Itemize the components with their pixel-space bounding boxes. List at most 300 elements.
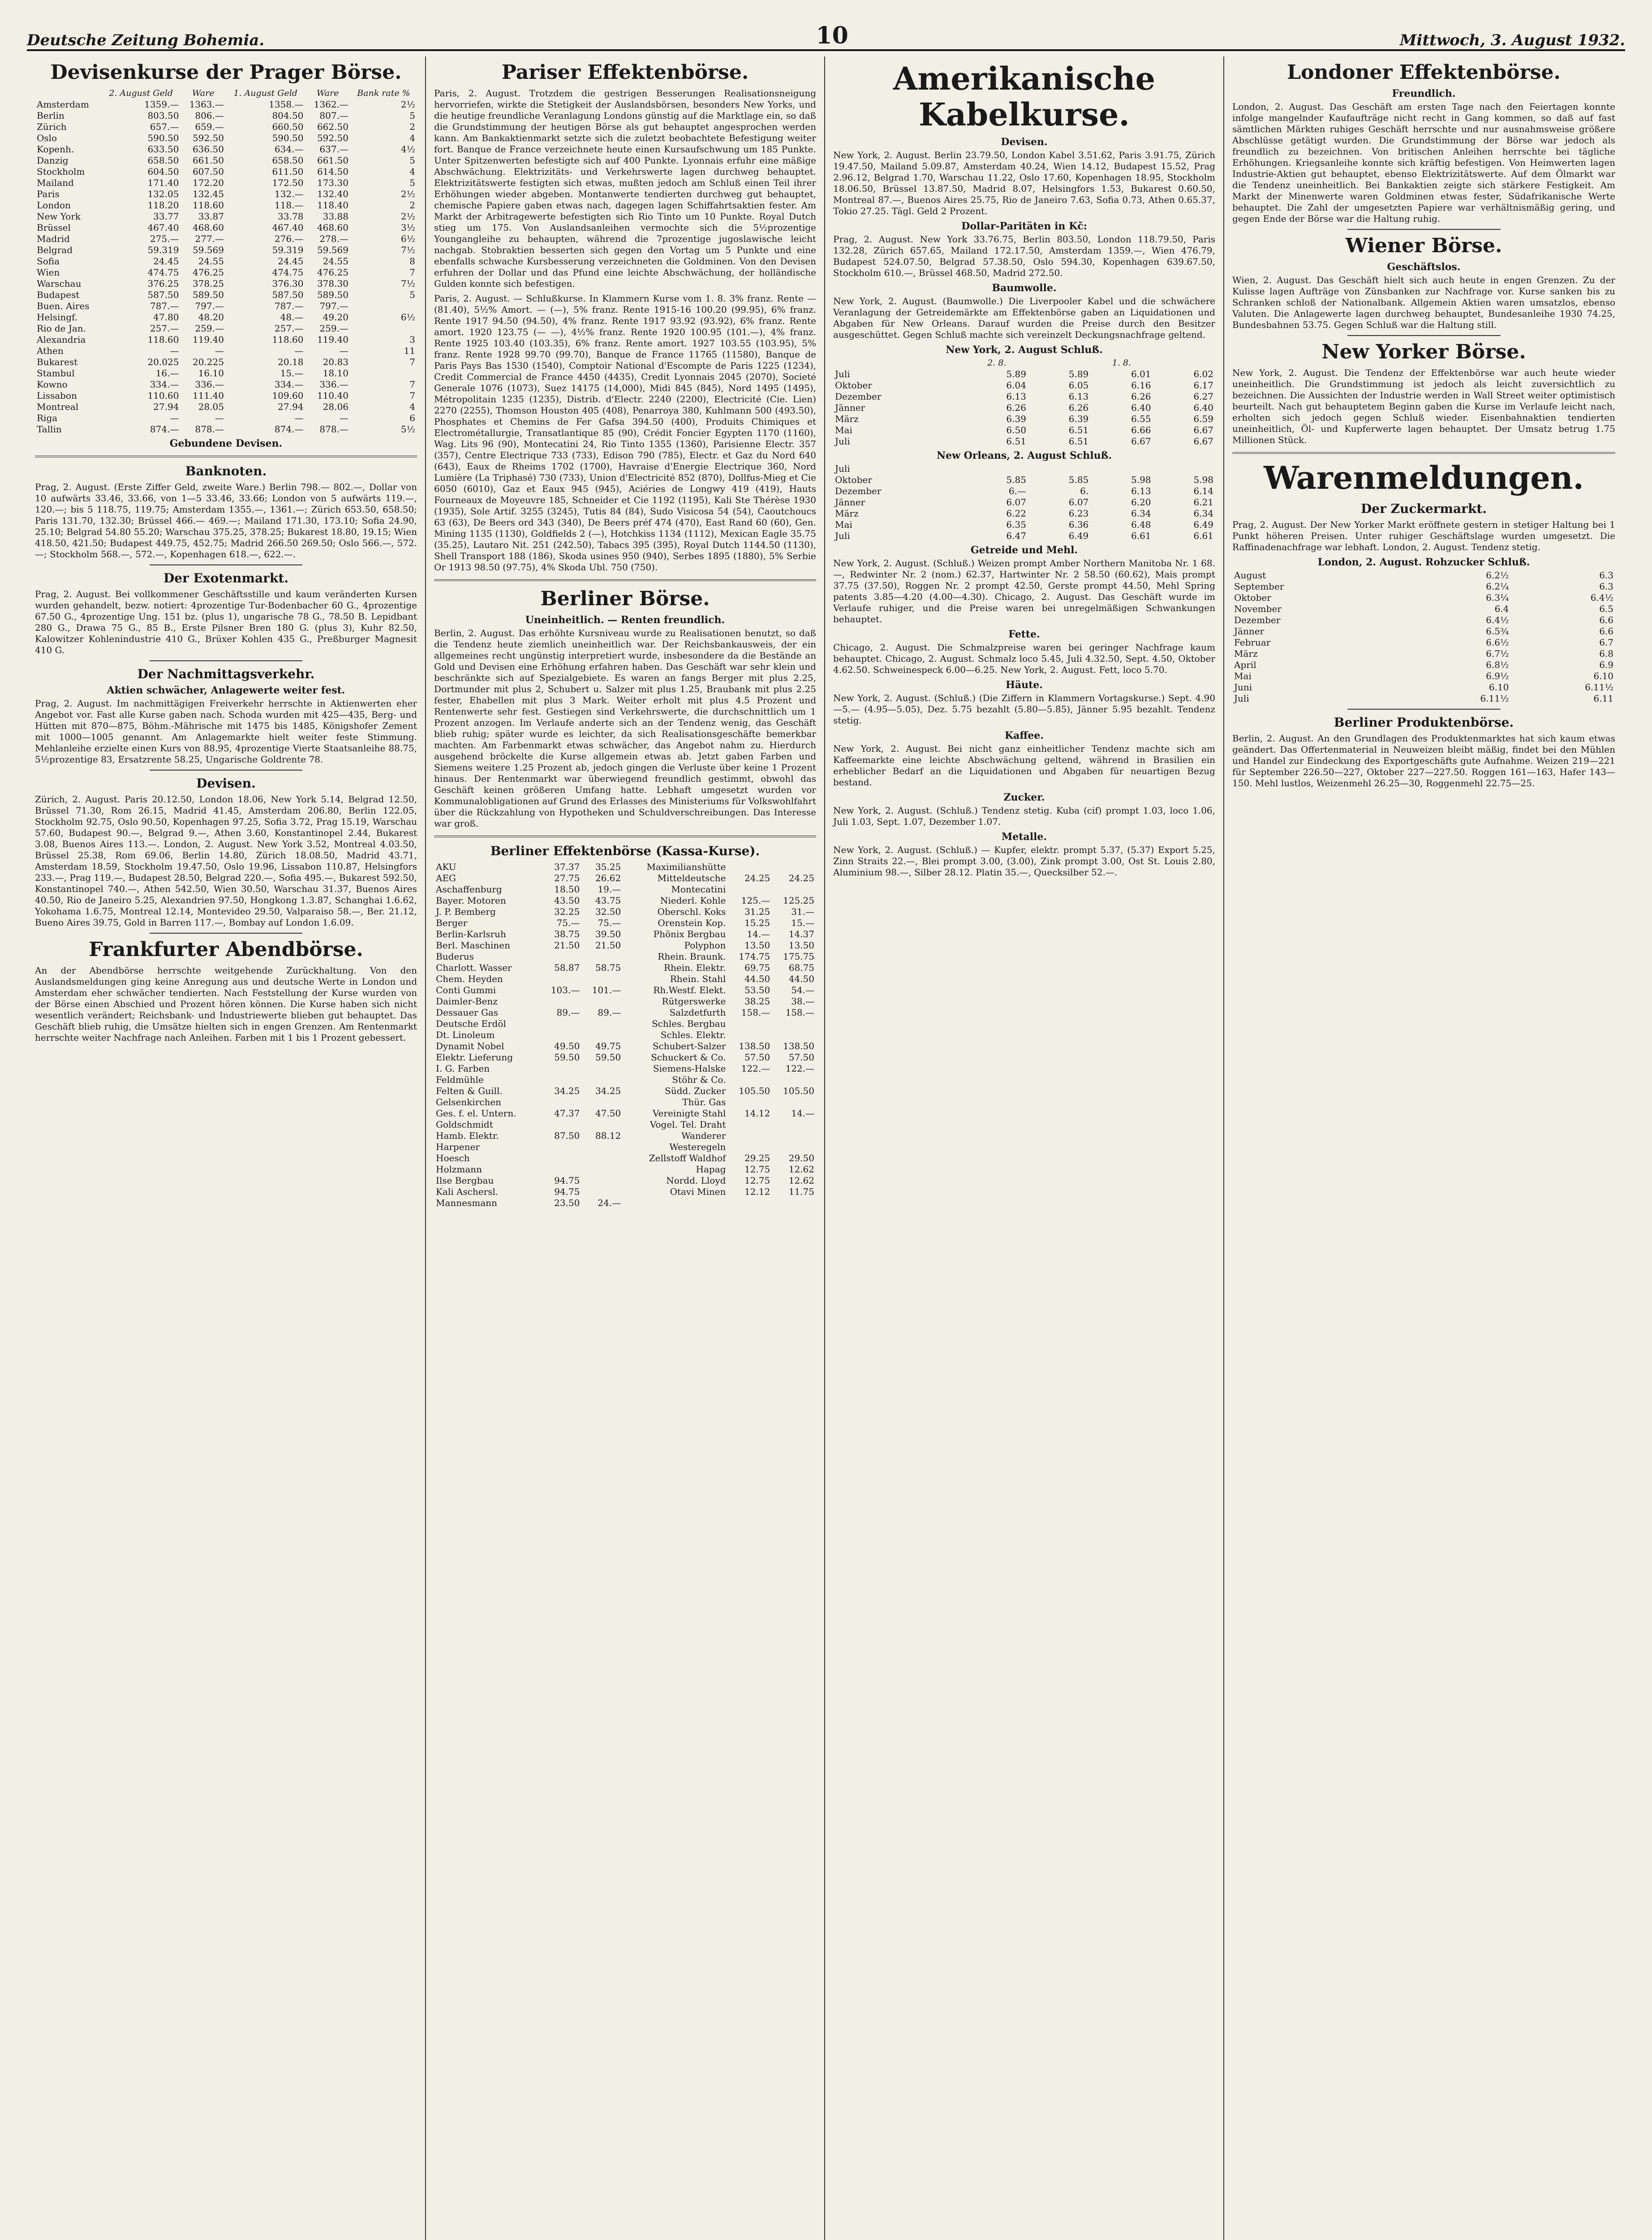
table-cell: 334.— (274, 379, 304, 390)
table-row (434, 974, 816, 985)
table-cell: 6.20 (1131, 497, 1151, 508)
table-row (35, 424, 417, 435)
table-cell: 6.27 (1193, 391, 1213, 402)
table-header-cell: 1. 8. (1112, 358, 1131, 368)
table-cell: 6.11½ (1585, 682, 1613, 693)
table-cell: 6.55 (1131, 414, 1151, 424)
table-cell (581, 996, 623, 1007)
berliner-boerse-subtitle: Uneinheitlich. — Renten freundlich. (525, 614, 725, 626)
table-cell (727, 1030, 772, 1041)
table-cell: 59.50 (554, 1052, 580, 1063)
table-row (35, 121, 417, 133)
table-cell: Juli (835, 436, 850, 447)
table-row (434, 1186, 816, 1198)
table-cell: 28.05 (198, 401, 224, 412)
table-cell: Daimler-Benz (436, 996, 498, 1007)
table-row (833, 486, 1215, 497)
table-cell: 53.50 (744, 985, 770, 995)
table-cell (1090, 463, 1153, 474)
table-cell: 6.59 (1193, 414, 1213, 424)
table-cell: 19.— (598, 884, 621, 895)
table-cell: — (294, 345, 304, 356)
table-header-cell (1153, 358, 1215, 369)
table-cell: 6.10 (1489, 682, 1509, 693)
table-cell: 6.8½ (1486, 659, 1509, 670)
table-cell: Schubert-Salzer (652, 1041, 726, 1051)
table-cell: 659.— (195, 121, 224, 132)
table-cell: 47.80 (153, 312, 179, 323)
table-cell: 378.30 (317, 278, 348, 289)
kabel-devisen-text: New York, 2. August. Berlin 23.79.50, London Kabel 3.51.62, Paris 3.91.75, Zürich 19.47.50, Mailand 5.09.87, Amsterdam 40.24, Wien 14.12, Budapest 15.52, Prag 2.96.12, Belgrad 1.70, Warschau 11.22, Oslo 17.60, Kopenhagen 18.95, Stockholm 18.06.50, Brüssel 13.87.50, Madrid 8.07, Helsingfors 1.53, Bukarest 0.60.50, Montreal 87.—, Buenos Aires 25.75, Rio de Janeiro 7.63, Sofia 0.73, Athen 0.65.37, Tokio 27.25. Tägl. Geld 2 Prozent. (833, 150, 1215, 216)
newyorker-text: New York, 2. August. Die Tendenz der Effektenbörse war auch heute wieder uneinheitlich. Die Grundstimmung ist jedoch als leicht zuversichtlich zu bezeichnen. Die Aussichten der Industrie werden in Wall Street weiter optimistisch beurteilt. Nach gut behauptetem Beginn gaben die Kurse im Verlaufe leicht nach, erholten sich jedoch gegen Schluß wieder. Eisenbahnaktien tendierten uneinheitlich, Öl- und Kupferwerte lagen behauptet. Der Umsatz betrug 1.75 Millionen Stück. (1232, 367, 1615, 445)
table-cell: Stockholm (37, 166, 85, 177)
table-cell: 94.75 (554, 1186, 580, 1197)
table-cell (772, 1130, 816, 1142)
table-header-cell (833, 358, 966, 369)
table-cell: Mitteldeutsche (657, 873, 726, 883)
table-row (434, 1153, 816, 1164)
table-cell: 6.35 (1006, 519, 1026, 530)
table-cell (350, 368, 417, 379)
table-cell: 13.50 (744, 940, 770, 951)
table-cell: 1362.— (314, 99, 348, 110)
table-cell: 6.36 (1068, 519, 1089, 530)
table-cell: 16.— (155, 368, 179, 379)
table-cell: Chem. Heyden (436, 974, 503, 984)
table-row (434, 1063, 816, 1074)
table-cell: Budapest (37, 289, 80, 300)
table-cell: Montreal (37, 401, 79, 412)
table-cell: 807.— (319, 110, 348, 121)
table-cell: — (215, 413, 224, 423)
table-cell: Schles. Elektr. (660, 1030, 726, 1040)
table-cell: Helsingf. (37, 312, 78, 323)
table-cell: Salzdetfurth (669, 1007, 726, 1018)
table-row (434, 873, 816, 884)
table-cell (581, 1119, 623, 1130)
london-rohzucker-title: London, 2. August. Rohzucker Schluß. (1317, 556, 1530, 568)
table-cell: 6.4 (1494, 603, 1509, 614)
table-header-cell: Bank rate % (357, 88, 410, 98)
table-cell: 12.12 (744, 1186, 770, 1197)
table-cell: Mannesmann (436, 1198, 497, 1208)
table-cell: Dynamit Nobel (436, 1041, 504, 1051)
table-cell: 32.25 (554, 906, 580, 917)
table-header-cell: Ware (192, 88, 215, 98)
table-cell: 14.37 (788, 929, 814, 939)
table-cell: 378.25 (192, 278, 224, 289)
frankfurt-title: Frankfurter Abendbörse. (89, 938, 363, 961)
table-cell: 118.40 (317, 200, 348, 211)
table-cell: Westeregeln (669, 1142, 726, 1152)
table-cell: Danzig (37, 155, 69, 166)
table-cell: Vereinigte Stahl (652, 1108, 726, 1119)
table-cell: 37.37 (554, 862, 580, 872)
table-cell: 4½ (400, 144, 415, 155)
table-row (434, 940, 816, 951)
table-row (434, 1130, 816, 1142)
table-cell: 6.40 (1193, 402, 1213, 413)
table-row (434, 1007, 816, 1018)
table-cell: 6.14 (1193, 486, 1213, 496)
table-cell: 20.18 (278, 357, 304, 367)
table-cell (727, 1142, 772, 1153)
table-cell: Orenstein Kop. (658, 918, 726, 928)
table-cell (623, 1198, 727, 1209)
table-cell: 29.25 (744, 1153, 770, 1163)
table-cell: 660.50 (272, 121, 304, 132)
table-cell: Berl. Maschinen (436, 940, 510, 951)
table-row (434, 1086, 816, 1097)
table-cell: 24.55 (198, 256, 224, 267)
table-row (1232, 693, 1615, 704)
table-row (35, 189, 417, 200)
table-cell: 158.— (785, 1007, 814, 1018)
table-cell: 6.50 (1006, 425, 1026, 435)
table-cell: 38.— (791, 996, 814, 1007)
table-cell: 18.50 (554, 884, 580, 895)
produktenboerse-title: Berliner Produktenbörse. (1334, 715, 1514, 730)
table-cell: 24.45 (278, 256, 304, 267)
table-cell: 6.2¼ (1486, 581, 1509, 592)
table-cell: Schles. Bergbau (651, 1018, 726, 1029)
table-cell: 48.— (280, 312, 304, 323)
table-cell: 33.77 (153, 211, 179, 222)
table-cell: 6.3 (1599, 581, 1613, 592)
pariser-quotes: Paris, 2. August. — Schlußkurse. In Klammern Kurse vom 1. 8. 3% franz. Rente — (81.40), 5½% Amort. — (—), 5% franz. Rente 1915-16 100.20 (99.95), 6% franz. Rente 1917 94.50 (94.50), 4% franz. Rente 1917 93.92 (93.92), 6% franz. Rente amort. 1920 123.75 (— —), 4½% franz. Rente 1920 100.95 (101.—), 4% franz. Rente 1925 103.40 (103.35), 6% franz. Rente amort. 1927 103.55 (103.95), 5% franz. Rente 1928 99.70 (99.70), Banque de France 11765 (11580), Banque de Paris Pays Bas 1530 (1540), Comptoir National d'Escompte de Paris 1225 (1234), Credit Commercial de France 4450 (4435), Credit Lyonnais 2045 (2070), Societé Generale 1076 (1073), Suez 14175 (14,000), Midi 845 (845), Nord 1495 (1495), Métropolitain 1235 (1235), Distrib. d'Electr. 2240 (2200), Electricité (Cie. Lien) 2270 (2255), Thomson Houston 405 (408), Penarroya 380, Kuhlmann 500 (493.50), Phosphates et Chemins de Fer Gafsa 394.50 (400), Produits Chimiques et Electrométallurgie, Transatlantique 85 (90), Crédit Foncier Egypten 1170 (1160), Wag. Lits 96 (90), Montecatini 24, Rio Tinto 1355 (1360), Parisienne Electr. 357 (357), Centre Electrique 733 (733), Edison 790 (785), Electr. et Gaz du Nord 640 (643), Eaux de Rheims 1702 (1700), Havraise d'Energie Electrique 360, Nord Lumière (La Triphasé) 730 (733), Union d'Electricité 852 (870), Dollfus-Mieg et Cie 6050 (6010), Gaz et Eaux 945 (945), Aciéries de Longwy 419 (419), Hauts Fourneaux de Moyeuvre 185, Schneider et Cie 1192 (1195), Kali Ste Thérèse 1930 (1935), Sole Artif. 3255 (3245), Tutis 84 (84), Sudo Visicosa 54 (54), Caoutchoucs 63 (63), De Beers ord 343 (340), De Beers préf 474 (470), East Rand 60 (60), Gen. Mining 1135 (1130), Goldfields 2 (—), Hotchkiss 1134 (1112), Mexican Eagle 35.75 (35.25), Lautaro Nit. 251 (242.50), Tabacs 395 (395), Royal Dutch 1144.50 (1130), Shell Transport 188 (186), Skoda usines 950 (940), Serbes 1895 (1880), 5% Serbie Or 1913 98.50 (97.75), 4% Skoda Ubl. 750 (750). (434, 293, 816, 573)
table-cell: AKU (436, 862, 456, 872)
table-cell: Maximilianshütte (646, 862, 726, 872)
table-cell: 49.75 (595, 1041, 621, 1051)
table-cell: Vogel. Tel. Draht (650, 1119, 726, 1130)
table-cell: 175.75 (783, 951, 814, 962)
table-header-cell: 1. August Geld (233, 88, 297, 98)
table-cell: August (1234, 570, 1266, 581)
table-cell: 47.37 (554, 1108, 580, 1119)
table-cell: Riga (37, 413, 58, 423)
table-row (434, 951, 816, 962)
table-cell: 6. (1080, 486, 1089, 496)
table-cell: 2½ (400, 189, 415, 199)
table-cell: 276.— (274, 233, 304, 244)
table-cell: 6.51 (1068, 436, 1089, 447)
table-cell: 6.— (1008, 486, 1026, 496)
table-cell: Aschaffenburg (436, 884, 502, 895)
table-cell: 59.50 (595, 1052, 621, 1063)
table-cell: 6.40 (1131, 402, 1151, 413)
table-cell: 6.6½ (1486, 637, 1509, 648)
table-row (35, 312, 417, 323)
table-cell (581, 1074, 623, 1086)
getreide-title: Getreide und Mehl. (970, 544, 1078, 556)
gebundene-devisen-title: Gebundene Devisen. (169, 438, 283, 449)
table-cell (772, 1119, 816, 1130)
table-cell (727, 1198, 772, 1209)
table-cell: 18.10 (323, 368, 348, 379)
table-cell: Zellstoff Waldhof (649, 1153, 726, 1163)
table-cell: 662.50 (317, 121, 348, 132)
table-cell (727, 1097, 772, 1108)
table-row (35, 301, 417, 312)
table-cell: 6.5¾ (1486, 626, 1509, 637)
table-row (35, 368, 417, 379)
table-cell: 5.98 (1193, 474, 1213, 485)
table-cell: 59.569 (317, 245, 348, 255)
table-cell: 28.06 (323, 401, 348, 412)
zuckermarkt-text: Prag, 2. August. Der New Yorker Markt eröffnete gestern in stetiger Haltung bei 1 Punkt höheren Preisen. Unter ruhiger Geschäftslage wurden umgesetzt. Die Raffinadenachfrage war lebhaft. London, 2. August. Tendenz stetig. (1232, 519, 1615, 552)
table-cell: Juli (835, 463, 850, 474)
table-cell: 6.11 (1593, 693, 1613, 704)
table-cell: 590.50 (147, 133, 179, 143)
table-cell: Oktober (835, 380, 872, 391)
table-cell: 6.2½ (1486, 570, 1509, 581)
table-cell: 5.89 (1006, 369, 1026, 379)
table-cell: 174.75 (739, 951, 770, 962)
table-cell: 6.66 (1131, 425, 1151, 435)
table-cell: 59.319 (272, 245, 304, 255)
table-cell: 5.98 (1131, 474, 1151, 485)
table-cell: 874.— (274, 424, 304, 435)
table-cell: 6½ (400, 312, 415, 323)
wiener-text: Wien, 2. August. Das Geschäft hielt sich auch heute in engen Grenzen. Zu der Kulisse lagen Aufträge von Zünsbanken zur Nachfrage vor. Kurse sanken bis zu Schranken schloß der Nationalbank. Allgemein Aktien waren umsatzlos, ebenso Valuten. Die Anlagewerte lagen durchweg behauptet, Bundesanleihe 1930 74.25, Bundesbahnen 53.75. Gegen Schluß war die Haltung still. (1232, 275, 1615, 330)
table-cell: 14.— (747, 929, 770, 939)
table-cell: 122.— (741, 1063, 770, 1074)
table-cell: 6.3¼ (1486, 592, 1509, 603)
table-cell: 54.— (791, 985, 814, 995)
table-row (434, 1119, 816, 1130)
table-cell: 6.34 (1131, 508, 1151, 519)
table-cell: Niederl. Kohle (660, 895, 726, 906)
table-cell: 35.25 (595, 862, 621, 872)
table-cell: 6 (409, 413, 415, 423)
table-cell: 6.26 (1068, 402, 1089, 413)
table-cell: 611.50 (272, 166, 304, 177)
table-cell: 6.67 (1193, 425, 1213, 435)
table-cell: Ilse Bergbau (436, 1175, 494, 1186)
table-row (35, 222, 417, 233)
table-cell: 6.9½ (1486, 671, 1509, 681)
table-row (833, 474, 1215, 486)
table-cell: 20.025 (147, 357, 179, 367)
table-cell: Rh.Westf. Elekt. (653, 985, 726, 995)
table-row (35, 323, 417, 334)
table-cell: Rütgerswerke (662, 996, 726, 1007)
table-cell (541, 1164, 582, 1175)
table-cell: Hoesch (436, 1153, 470, 1163)
table-row (35, 200, 417, 211)
table-cell: Sofia (37, 256, 60, 267)
devisen-title: Devisen. (196, 776, 256, 791)
table-cell: 6.6 (1599, 626, 1613, 637)
table-row (434, 929, 816, 940)
table-cell: 12.62 (788, 1175, 814, 1186)
table-cell: 1359.— (144, 99, 179, 110)
table-cell: 14.12 (744, 1108, 770, 1119)
table-row (434, 1198, 816, 1209)
table-cell: Gelsenkirchen (436, 1097, 502, 1107)
table-cell: 6.51 (1068, 425, 1089, 435)
table-cell: 43.75 (595, 895, 621, 906)
table-row (35, 133, 417, 144)
table-row (833, 508, 1215, 519)
table-cell (581, 1018, 623, 1030)
table-row (35, 110, 417, 121)
table-cell: 118.60 (192, 200, 224, 211)
table-cell: 24.25 (744, 873, 770, 883)
table-cell: Siemens-Halske (653, 1063, 726, 1074)
zucker-ny-title: Zucker. (1003, 792, 1045, 803)
table-cell: 787.— (150, 301, 179, 311)
table-cell: 6.10 (1593, 671, 1613, 681)
table-cell: 474.75 (147, 267, 179, 278)
table-cell: 8 (409, 256, 415, 267)
table-cell: Montecatini (671, 884, 726, 895)
table-cell: Jänner (835, 402, 865, 413)
table-cell: — (339, 413, 348, 423)
table-cell: März (1234, 648, 1258, 659)
metalle-title: Metalle. (1001, 831, 1047, 843)
table-cell: 6.13 (1131, 486, 1151, 496)
table-cell: 118.— (274, 200, 304, 211)
table-row (35, 401, 417, 413)
table-row (1232, 603, 1615, 615)
table-cell: 334.— (150, 379, 179, 390)
baumwolle-title: Baumwolle. (992, 282, 1057, 294)
table-cell: 658.50 (147, 155, 179, 166)
table-cell: Mai (835, 519, 852, 530)
table-header-cell: 2. August Geld (109, 88, 173, 98)
table-row (833, 380, 1215, 391)
table-cell: 6.7 (1599, 637, 1613, 648)
table-cell (581, 1030, 623, 1041)
table-row (35, 245, 417, 256)
table-cell: 88.12 (595, 1130, 621, 1141)
fette-text: Chicago, 2. August. Die Schmalzpreise waren bei geringer Nachfrage kaum behauptet. Chicago, 2. August. Schmalz loco 5.45, Juli 4.32.50, Sept. 4.50, Oktober 4.62.50. Schweinespeck 6.00—6.25. New York, 2. August. Fett, loco 5.70. (833, 642, 1215, 675)
table-cell: 376.30 (272, 278, 304, 289)
table-cell: 2½ (400, 211, 415, 222)
table-row (434, 884, 816, 895)
table-cell: 376.25 (147, 278, 179, 289)
table-cell: 657.— (150, 121, 179, 132)
table-cell: 7½ (400, 245, 415, 255)
table-cell (581, 1097, 623, 1108)
table-row (833, 425, 1215, 436)
table-cell: 336.— (195, 379, 224, 390)
table-cell: Mailand (37, 177, 74, 188)
table-cell: J. P. Bemberg (436, 906, 496, 917)
table-cell: 38.25 (744, 996, 770, 1007)
table-cell: März (835, 508, 859, 519)
table-cell: 11 (404, 345, 415, 356)
table-row (35, 233, 417, 245)
table-header-cell: 2. 8. (987, 358, 1007, 368)
table-cell: 171.40 (147, 177, 179, 188)
table-cell: 4 (409, 166, 415, 177)
table-row (833, 369, 1215, 380)
table-row (833, 530, 1215, 542)
produktenboerse-text: Berlin, 2. August. An den Grundlagen des Produktenmarktes hat sich kaum etwas geändert. Das Offertenmaterial in Neuweizen bleibt mäßig, findet bei den Mühlen und Handel zur Eindeckung des Exportgeschäfts gute Aufnahme. Weizen 219—221 für September 226.50—227, Oktober 227—227.50. Roggen 161—163, Hafer 143—150. Mehl lustlos, Weizenmehl 26.25—30, Roggenmehl 22.75—25. (1232, 733, 1615, 788)
table-cell: Juni (1234, 682, 1252, 693)
table-cell: 34.25 (554, 1086, 580, 1096)
pariser-title: Pariser Effektenbörse. (501, 61, 749, 84)
table-cell: Conti Gummi (436, 985, 496, 995)
table-cell: 138.50 (783, 1041, 814, 1051)
table-cell: 5 (409, 155, 415, 166)
table-cell: 257.— (274, 323, 304, 334)
table-cell: 132.— (274, 189, 304, 199)
table-cell: 5 (409, 289, 415, 300)
table-cell: 119.40 (192, 334, 224, 345)
table-cell: 118.60 (272, 334, 304, 345)
table-cell (772, 884, 816, 895)
table-cell: 57.50 (744, 1052, 770, 1063)
table-cell: 6.23 (1068, 508, 1089, 519)
table-cell: 592.50 (192, 133, 224, 143)
table-cell: März (835, 414, 859, 424)
table-cell: 89.— (556, 1007, 580, 1018)
table-cell: Mai (1234, 671, 1252, 681)
table-cell: 2½ (400, 99, 415, 110)
table-cell: Dessauer Gas (436, 1007, 499, 1018)
table-row (833, 391, 1215, 402)
table-cell: 275.— (150, 233, 179, 244)
table-cell: 806.— (195, 110, 224, 121)
table-cell: 787.— (274, 301, 304, 311)
table-cell: Jänner (835, 497, 865, 508)
table-cell: Alexandria (37, 334, 86, 345)
table-cell: Ges. f. el. Untern. (436, 1108, 516, 1119)
baumwolle-text: New York, 2. August. (Baumwolle.) Die Liverpooler Kabel und die schwächere Veranlagung der Getreidemärkte am Effektenbörse gaben an Liquidationen und Abgaben für New Orleans. Darauf wurden die Preise durch den Besitzer ausgeschüttet. Gegen Schluß machte sich vereinzelt Deckungsnachfrage geltend. (833, 296, 1215, 340)
table-cell: 6.02 (1193, 369, 1213, 379)
table-cell: Berger (436, 918, 468, 928)
table-cell (966, 463, 1028, 474)
table-cell: 5.85 (1006, 474, 1026, 485)
table-cell: 43.50 (554, 895, 580, 906)
table-header-cell: Ware (316, 88, 339, 98)
devisen-table (35, 88, 417, 435)
table-cell: 6.6 (1599, 615, 1613, 625)
table-cell: 103.— (551, 985, 580, 995)
table-cell: 44.50 (788, 974, 814, 984)
table-cell: Oberschl. Koks (657, 906, 726, 917)
frankfurt-text: An der Abendbörse herrschte weitgehende Zurückhaltung. Von den Auslandsmeldungen ging keine Anregung aus und deutsche Werte in London und Amsterdam eher schwächer tendierten. Nach Feststellung der Kurse wurden von der Börse einen Abschied und Prozent hören können. Die Kurse haben sich nicht wesentlich verändert; Reichsbank- und Industriewerte blieben gut behauptet. Das Geschäft blieb ruhig, die Umsätze hielten sich in engen Grenzen. Am Rentenmarkt herrschte weiter Nachfrage nach Anleihen. Farben mit 1 bis 1 Prozent gebessert. (35, 965, 417, 1043)
table-cell: 7 (409, 357, 415, 367)
haeute-text: New York, 2. August. (Schluß.) (Die Ziffern in Klammern Vortagskurse.) Sept. 4.90—5.— (4.95—5.05), Dez. 5.75 bezahlt (5.80—5.85), Jänner 5.95 bezahlt. Tendenz stetig. (833, 693, 1215, 726)
table-cell: Belgrad (37, 245, 73, 255)
table-row (434, 996, 816, 1007)
table-cell: 94.75 (554, 1175, 580, 1186)
table-row (833, 436, 1215, 447)
table-cell (541, 1119, 582, 1130)
table-cell: 6.61 (1131, 530, 1151, 541)
table-cell (350, 301, 417, 312)
table-cell: 27.75 (554, 873, 580, 883)
table-cell: Rhein. Stahl (670, 974, 726, 984)
table-cell: Kowno (37, 379, 68, 390)
table-cell: 21.50 (554, 940, 580, 951)
table-cell: 6.01 (1131, 369, 1151, 379)
table-cell (541, 996, 582, 1007)
table-cell: 11.75 (788, 1186, 814, 1197)
table-cell: 3½ (400, 222, 415, 233)
table-cell: 27.94 (278, 401, 304, 412)
table-cell: Mai (835, 425, 852, 435)
table-cell: 6.61 (1193, 530, 1213, 541)
table-cell: 2 (409, 121, 415, 132)
table-cell: 172.20 (192, 177, 224, 188)
table-cell (581, 974, 623, 985)
table-cell: Elektr. Lieferung (436, 1052, 513, 1063)
